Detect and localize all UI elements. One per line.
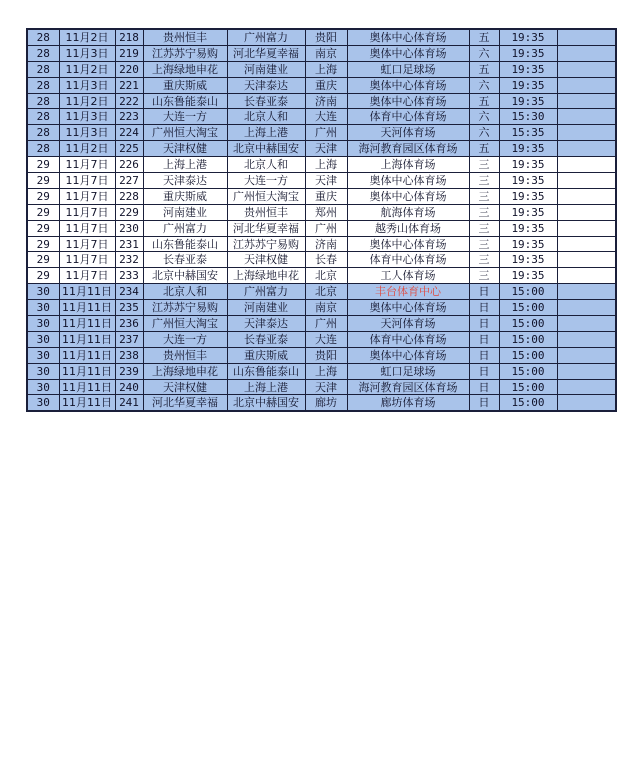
weekday-cell: 日 bbox=[469, 395, 499, 411]
weekday-cell: 日 bbox=[469, 347, 499, 363]
kickoff-time-cell: 15:30 bbox=[499, 109, 557, 125]
blank-cell bbox=[557, 379, 616, 395]
match-number-cell: 222 bbox=[115, 93, 143, 109]
date-cell: 11月11日 bbox=[59, 284, 115, 300]
blank-cell bbox=[557, 77, 616, 93]
kickoff-time-cell: 15:00 bbox=[499, 284, 557, 300]
venue-cell: 奥体中心体育场 bbox=[347, 93, 469, 109]
home-team-cell: 河北华夏幸福 bbox=[143, 395, 227, 411]
round-cell: 29 bbox=[27, 204, 59, 220]
kickoff-time-cell: 19:35 bbox=[499, 141, 557, 157]
match-number-cell: 219 bbox=[115, 45, 143, 61]
away-team-cell: 贵州恒丰 bbox=[227, 204, 305, 220]
match-number-cell: 220 bbox=[115, 61, 143, 77]
venue-cell: 奥体中心体育场 bbox=[347, 347, 469, 363]
away-team-cell: 北京中赫国安 bbox=[227, 141, 305, 157]
kickoff-time-cell: 19:35 bbox=[499, 29, 557, 45]
match-number-cell: 235 bbox=[115, 300, 143, 316]
away-team-cell: 河北华夏幸福 bbox=[227, 220, 305, 236]
round-cell: 30 bbox=[27, 284, 59, 300]
blank-cell bbox=[557, 252, 616, 268]
city-cell: 北京 bbox=[305, 284, 347, 300]
home-team-cell: 上海绿地申花 bbox=[143, 363, 227, 379]
date-cell: 11月2日 bbox=[59, 93, 115, 109]
schedule-sheet bbox=[26, 28, 615, 412]
date-cell: 11月7日 bbox=[59, 204, 115, 220]
home-team-cell: 广州恒大淘宝 bbox=[143, 125, 227, 141]
venue-cell: 体育中心体育场 bbox=[347, 331, 469, 347]
round-cell: 28 bbox=[27, 29, 59, 45]
table-row bbox=[27, 300, 616, 316]
blank-cell bbox=[557, 395, 616, 411]
date-cell: 11月3日 bbox=[59, 77, 115, 93]
date-cell: 11月11日 bbox=[59, 363, 115, 379]
round-cell: 29 bbox=[27, 252, 59, 268]
match-number-cell: 234 bbox=[115, 284, 143, 300]
away-team-cell: 北京人和 bbox=[227, 157, 305, 173]
weekday-cell: 五 bbox=[469, 29, 499, 45]
match-number-cell: 223 bbox=[115, 109, 143, 125]
table-row bbox=[27, 125, 616, 141]
home-team-cell: 广州恒大淘宝 bbox=[143, 316, 227, 332]
away-team-cell: 江苏苏宁易购 bbox=[227, 236, 305, 252]
away-team-cell: 河北华夏幸福 bbox=[227, 45, 305, 61]
date-cell: 11月7日 bbox=[59, 188, 115, 204]
kickoff-time-cell: 19:35 bbox=[499, 45, 557, 61]
venue-cell: 越秀山体育场 bbox=[347, 220, 469, 236]
round-cell: 30 bbox=[27, 395, 59, 411]
date-cell: 11月3日 bbox=[59, 125, 115, 141]
weekday-cell: 三 bbox=[469, 173, 499, 189]
date-cell: 11月11日 bbox=[59, 316, 115, 332]
kickoff-time-cell: 19:35 bbox=[499, 268, 557, 284]
match-number-cell: 225 bbox=[115, 141, 143, 157]
date-cell: 11月2日 bbox=[59, 29, 115, 45]
round-cell: 28 bbox=[27, 61, 59, 77]
home-team-cell: 大连一方 bbox=[143, 331, 227, 347]
city-cell: 广州 bbox=[305, 220, 347, 236]
match-number-cell: 229 bbox=[115, 204, 143, 220]
venue-cell: 奥体中心体育场 bbox=[347, 77, 469, 93]
blank-cell bbox=[557, 61, 616, 77]
round-cell: 29 bbox=[27, 268, 59, 284]
blank-cell bbox=[557, 45, 616, 61]
city-cell: 广州 bbox=[305, 125, 347, 141]
home-team-cell: 上海绿地申花 bbox=[143, 61, 227, 77]
city-cell: 郑州 bbox=[305, 204, 347, 220]
city-cell: 重庆 bbox=[305, 77, 347, 93]
table-row bbox=[27, 347, 616, 363]
date-cell: 11月11日 bbox=[59, 331, 115, 347]
venue-cell: 天河体育场 bbox=[347, 316, 469, 332]
home-team-cell: 江苏苏宁易购 bbox=[143, 45, 227, 61]
blank-cell bbox=[557, 125, 616, 141]
kickoff-time-cell: 19:35 bbox=[499, 188, 557, 204]
away-team-cell: 天津权健 bbox=[227, 252, 305, 268]
venue-cell: 上海体育场 bbox=[347, 157, 469, 173]
city-cell: 天津 bbox=[305, 379, 347, 395]
weekday-cell: 日 bbox=[469, 363, 499, 379]
date-cell: 11月7日 bbox=[59, 157, 115, 173]
kickoff-time-cell: 15:00 bbox=[499, 316, 557, 332]
away-team-cell: 重庆斯威 bbox=[227, 347, 305, 363]
kickoff-time-cell: 19:35 bbox=[499, 173, 557, 189]
away-team-cell: 天津泰达 bbox=[227, 316, 305, 332]
home-team-cell: 天津权健 bbox=[143, 379, 227, 395]
venue-cell: 海河教育园区体育场 bbox=[347, 379, 469, 395]
match-number-cell: 230 bbox=[115, 220, 143, 236]
round-cell: 28 bbox=[27, 125, 59, 141]
home-team-cell: 江苏苏宁易购 bbox=[143, 300, 227, 316]
venue-cell: 奥体中心体育场 bbox=[347, 45, 469, 61]
date-cell: 11月11日 bbox=[59, 300, 115, 316]
kickoff-time-cell: 15:00 bbox=[499, 347, 557, 363]
venue-cell: 航海体育场 bbox=[347, 204, 469, 220]
city-cell: 大连 bbox=[305, 109, 347, 125]
kickoff-time-cell: 15:00 bbox=[499, 300, 557, 316]
date-cell: 11月7日 bbox=[59, 236, 115, 252]
away-team-cell: 上海上港 bbox=[227, 125, 305, 141]
blank-cell bbox=[557, 300, 616, 316]
venue-cell: 海河教育园区体育场 bbox=[347, 141, 469, 157]
weekday-cell: 日 bbox=[469, 300, 499, 316]
round-cell: 30 bbox=[27, 331, 59, 347]
away-team-cell: 广州恒大淘宝 bbox=[227, 188, 305, 204]
match-number-cell: 240 bbox=[115, 379, 143, 395]
venue-cell: 奥体中心体育场 bbox=[347, 29, 469, 45]
venue-cell: 工人体育场 bbox=[347, 268, 469, 284]
home-team-cell: 天津泰达 bbox=[143, 173, 227, 189]
kickoff-time-cell: 15:00 bbox=[499, 363, 557, 379]
table-row bbox=[27, 331, 616, 347]
away-team-cell: 天津泰达 bbox=[227, 77, 305, 93]
date-cell: 11月7日 bbox=[59, 220, 115, 236]
table-row bbox=[27, 29, 616, 45]
weekday-cell: 三 bbox=[469, 188, 499, 204]
round-cell: 30 bbox=[27, 379, 59, 395]
match-number-cell: 224 bbox=[115, 125, 143, 141]
home-team-cell: 长春亚泰 bbox=[143, 252, 227, 268]
weekday-cell: 日 bbox=[469, 379, 499, 395]
match-number-cell: 239 bbox=[115, 363, 143, 379]
date-cell: 11月2日 bbox=[59, 61, 115, 77]
round-cell: 30 bbox=[27, 300, 59, 316]
round-cell: 29 bbox=[27, 188, 59, 204]
blank-cell bbox=[557, 316, 616, 332]
home-team-cell: 广州富力 bbox=[143, 220, 227, 236]
kickoff-time-cell: 15:35 bbox=[499, 125, 557, 141]
weekday-cell: 五 bbox=[469, 93, 499, 109]
away-team-cell: 上海绿地申花 bbox=[227, 268, 305, 284]
table-row bbox=[27, 204, 616, 220]
away-team-cell: 河南建业 bbox=[227, 61, 305, 77]
away-team-cell: 广州富力 bbox=[227, 284, 305, 300]
home-team-cell: 大连一方 bbox=[143, 109, 227, 125]
table-row bbox=[27, 236, 616, 252]
match-number-cell: 227 bbox=[115, 173, 143, 189]
table-row bbox=[27, 93, 616, 109]
city-cell: 济南 bbox=[305, 93, 347, 109]
date-cell: 11月7日 bbox=[59, 173, 115, 189]
blank-cell bbox=[557, 268, 616, 284]
home-team-cell: 重庆斯威 bbox=[143, 188, 227, 204]
table-row bbox=[27, 284, 616, 300]
weekday-cell: 三 bbox=[469, 157, 499, 173]
kickoff-time-cell: 19:35 bbox=[499, 61, 557, 77]
date-cell: 11月7日 bbox=[59, 268, 115, 284]
kickoff-time-cell: 19:35 bbox=[499, 204, 557, 220]
table-row bbox=[27, 252, 616, 268]
city-cell: 上海 bbox=[305, 157, 347, 173]
home-team-cell: 重庆斯威 bbox=[143, 77, 227, 93]
blank-cell bbox=[557, 141, 616, 157]
round-cell: 30 bbox=[27, 316, 59, 332]
weekday-cell: 六 bbox=[469, 77, 499, 93]
kickoff-time-cell: 19:35 bbox=[499, 252, 557, 268]
match-number-cell: 232 bbox=[115, 252, 143, 268]
away-team-cell: 北京人和 bbox=[227, 109, 305, 125]
venue-cell: 丰台体育中心 bbox=[347, 284, 469, 300]
match-number-cell: 237 bbox=[115, 331, 143, 347]
date-cell: 11月3日 bbox=[59, 109, 115, 125]
table-row bbox=[27, 363, 616, 379]
table-row bbox=[27, 61, 616, 77]
city-cell: 上海 bbox=[305, 61, 347, 77]
round-cell: 28 bbox=[27, 141, 59, 157]
blank-cell bbox=[557, 347, 616, 363]
blank-cell bbox=[557, 220, 616, 236]
city-cell: 上海 bbox=[305, 363, 347, 379]
table-row bbox=[27, 45, 616, 61]
away-team-cell: 长春亚泰 bbox=[227, 331, 305, 347]
city-cell: 廊坊 bbox=[305, 395, 347, 411]
home-team-cell: 山东鲁能泰山 bbox=[143, 236, 227, 252]
match-number-cell: 233 bbox=[115, 268, 143, 284]
table-row bbox=[27, 316, 616, 332]
home-team-cell: 河南建业 bbox=[143, 204, 227, 220]
schedule-body bbox=[27, 29, 616, 411]
city-cell: 天津 bbox=[305, 173, 347, 189]
table-row bbox=[27, 395, 616, 411]
date-cell: 11月3日 bbox=[59, 45, 115, 61]
city-cell: 长春 bbox=[305, 252, 347, 268]
kickoff-time-cell: 15:00 bbox=[499, 331, 557, 347]
city-cell: 贵阳 bbox=[305, 29, 347, 45]
round-cell: 29 bbox=[27, 157, 59, 173]
match-number-cell: 231 bbox=[115, 236, 143, 252]
match-number-cell: 238 bbox=[115, 347, 143, 363]
match-number-cell: 221 bbox=[115, 77, 143, 93]
city-cell: 天津 bbox=[305, 141, 347, 157]
round-cell: 29 bbox=[27, 173, 59, 189]
match-number-cell: 218 bbox=[115, 29, 143, 45]
weekday-cell: 日 bbox=[469, 331, 499, 347]
blank-cell bbox=[557, 236, 616, 252]
weekday-cell: 五 bbox=[469, 61, 499, 77]
venue-cell: 奥体中心体育场 bbox=[347, 300, 469, 316]
blank-cell bbox=[557, 284, 616, 300]
match-number-cell: 226 bbox=[115, 157, 143, 173]
away-team-cell: 山东鲁能泰山 bbox=[227, 363, 305, 379]
away-team-cell: 大连一方 bbox=[227, 173, 305, 189]
table-row bbox=[27, 220, 616, 236]
city-cell: 广州 bbox=[305, 316, 347, 332]
weekday-cell: 三 bbox=[469, 236, 499, 252]
date-cell: 11月11日 bbox=[59, 395, 115, 411]
venue-cell: 奥体中心体育场 bbox=[347, 188, 469, 204]
weekday-cell: 日 bbox=[469, 316, 499, 332]
weekday-cell: 日 bbox=[469, 284, 499, 300]
home-team-cell: 北京人和 bbox=[143, 284, 227, 300]
weekday-cell: 五 bbox=[469, 141, 499, 157]
blank-cell bbox=[557, 109, 616, 125]
round-cell: 30 bbox=[27, 347, 59, 363]
away-team-cell: 广州富力 bbox=[227, 29, 305, 45]
round-cell: 28 bbox=[27, 45, 59, 61]
blank-cell bbox=[557, 173, 616, 189]
kickoff-time-cell: 19:35 bbox=[499, 220, 557, 236]
weekday-cell: 六 bbox=[469, 109, 499, 125]
blank-cell bbox=[557, 29, 616, 45]
city-cell: 贵阳 bbox=[305, 347, 347, 363]
away-team-cell: 长春亚泰 bbox=[227, 93, 305, 109]
round-cell: 29 bbox=[27, 236, 59, 252]
table-row bbox=[27, 141, 616, 157]
round-cell: 28 bbox=[27, 109, 59, 125]
match-number-cell: 228 bbox=[115, 188, 143, 204]
kickoff-time-cell: 15:00 bbox=[499, 395, 557, 411]
venue-cell: 虹口足球场 bbox=[347, 61, 469, 77]
date-cell: 11月11日 bbox=[59, 347, 115, 363]
table-row bbox=[27, 268, 616, 284]
blank-cell bbox=[557, 157, 616, 173]
kickoff-time-cell: 19:35 bbox=[499, 77, 557, 93]
table-row bbox=[27, 109, 616, 125]
blank-cell bbox=[557, 331, 616, 347]
table-row bbox=[27, 157, 616, 173]
home-team-cell: 北京中赫国安 bbox=[143, 268, 227, 284]
weekday-cell: 三 bbox=[469, 220, 499, 236]
city-cell: 北京 bbox=[305, 268, 347, 284]
table-row bbox=[27, 188, 616, 204]
date-cell: 11月7日 bbox=[59, 252, 115, 268]
venue-cell: 奥体中心体育场 bbox=[347, 173, 469, 189]
blank-cell bbox=[557, 93, 616, 109]
round-cell: 28 bbox=[27, 93, 59, 109]
city-cell: 南京 bbox=[305, 45, 347, 61]
home-team-cell: 山东鲁能泰山 bbox=[143, 93, 227, 109]
kickoff-time-cell: 15:00 bbox=[499, 379, 557, 395]
round-cell: 29 bbox=[27, 220, 59, 236]
weekday-cell: 三 bbox=[469, 252, 499, 268]
venue-cell: 体育中心体育场 bbox=[347, 109, 469, 125]
city-cell: 济南 bbox=[305, 236, 347, 252]
home-team-cell: 贵州恒丰 bbox=[143, 29, 227, 45]
weekday-cell: 三 bbox=[469, 204, 499, 220]
blank-cell bbox=[557, 188, 616, 204]
round-cell: 30 bbox=[27, 363, 59, 379]
date-cell: 11月11日 bbox=[59, 379, 115, 395]
home-team-cell: 天津权健 bbox=[143, 141, 227, 157]
match-schedule-table bbox=[26, 28, 617, 412]
away-team-cell: 北京中赫国安 bbox=[227, 395, 305, 411]
table-row bbox=[27, 379, 616, 395]
venue-cell: 廊坊体育场 bbox=[347, 395, 469, 411]
kickoff-time-cell: 19:35 bbox=[499, 236, 557, 252]
venue-cell: 奥体中心体育场 bbox=[347, 236, 469, 252]
table-row bbox=[27, 173, 616, 189]
away-team-cell: 上海上港 bbox=[227, 379, 305, 395]
venue-cell: 体育中心体育场 bbox=[347, 252, 469, 268]
city-cell: 大连 bbox=[305, 331, 347, 347]
date-cell: 11月2日 bbox=[59, 141, 115, 157]
city-cell: 重庆 bbox=[305, 188, 347, 204]
blank-cell bbox=[557, 204, 616, 220]
venue-cell: 虹口足球场 bbox=[347, 363, 469, 379]
match-number-cell: 236 bbox=[115, 316, 143, 332]
home-team-cell: 贵州恒丰 bbox=[143, 347, 227, 363]
round-cell: 28 bbox=[27, 77, 59, 93]
weekday-cell: 三 bbox=[469, 268, 499, 284]
city-cell: 南京 bbox=[305, 300, 347, 316]
match-number-cell: 241 bbox=[115, 395, 143, 411]
kickoff-time-cell: 19:35 bbox=[499, 93, 557, 109]
blank-cell bbox=[557, 363, 616, 379]
away-team-cell: 河南建业 bbox=[227, 300, 305, 316]
venue-cell: 天河体育场 bbox=[347, 125, 469, 141]
weekday-cell: 六 bbox=[469, 125, 499, 141]
weekday-cell: 六 bbox=[469, 45, 499, 61]
home-team-cell: 上海上港 bbox=[143, 157, 227, 173]
table-row bbox=[27, 77, 616, 93]
kickoff-time-cell: 19:35 bbox=[499, 157, 557, 173]
